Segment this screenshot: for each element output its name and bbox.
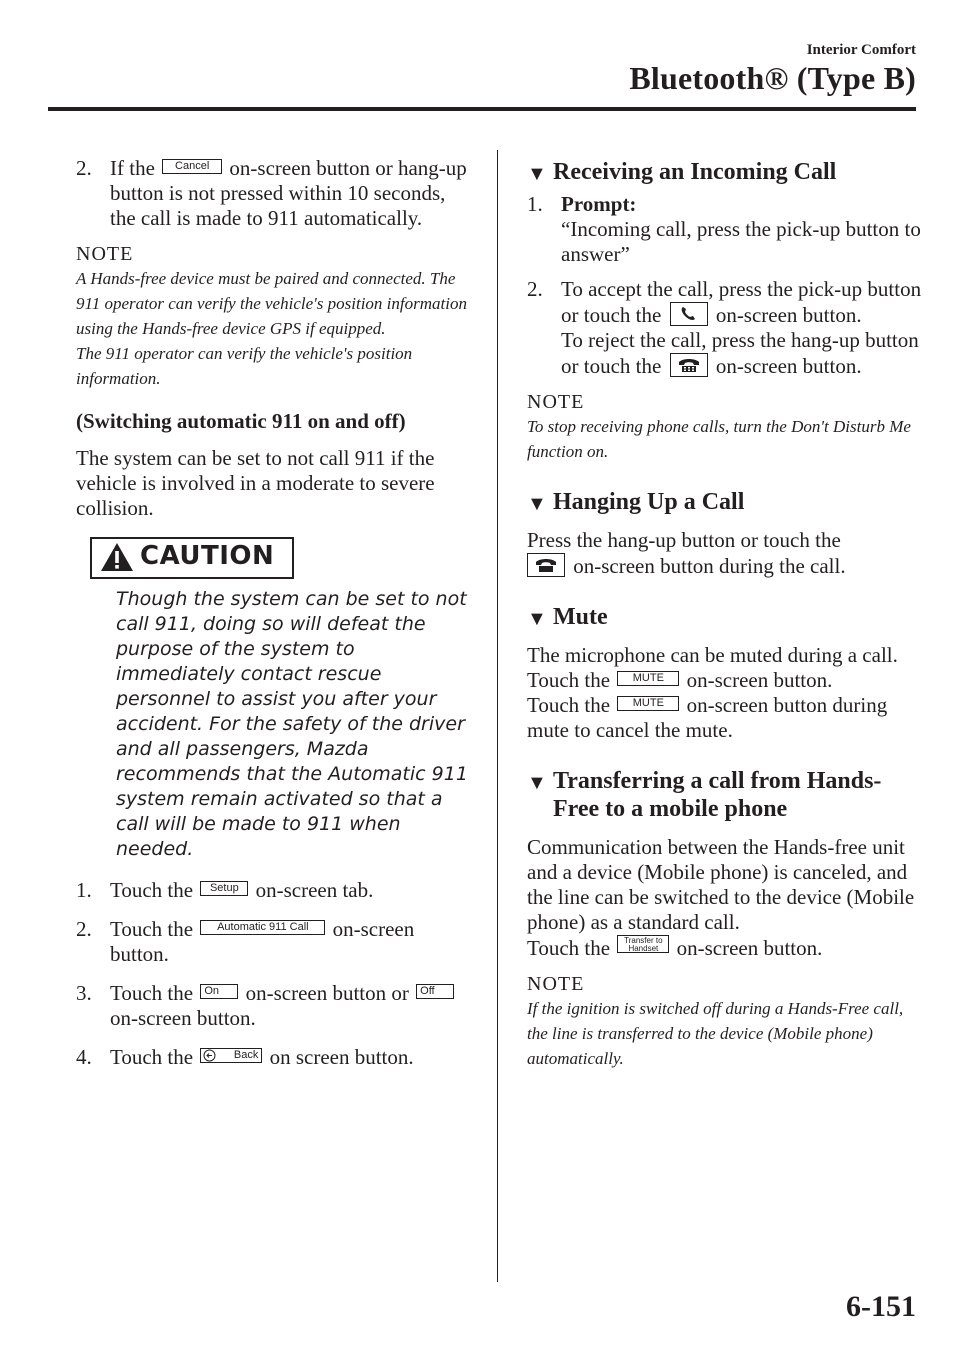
note-heading: NOTE	[527, 973, 585, 995]
section-triangle-icon: ▼	[527, 772, 547, 794]
caution-label: CAUTION	[140, 541, 275, 571]
section-mute: ▼ Mute	[527, 603, 922, 631]
mute-button-icon: MUTE	[617, 696, 679, 711]
note-text: A Hands-free device must be paired and connected. The 911 operator can verify the vehicle's position information using the Hands-free device GPS if equipped.	[76, 269, 467, 338]
column-divider	[497, 150, 498, 1282]
mute-button-icon: MUTE	[617, 671, 679, 686]
note-heading: NOTE	[76, 243, 134, 265]
page-number: 6-151	[846, 1290, 916, 1323]
transfer-to-handset-button-icon: Transfer to Handset	[617, 935, 669, 953]
warning-icon	[100, 542, 134, 572]
receiving-step-1: 1. Prompt: “Incoming call, press the pick-up button to answer”	[527, 192, 921, 266]
section-triangle-icon: ▼	[527, 608, 547, 630]
switch-text: The system can be set to not call 911 if the vehicle is involved in a moderate to severe collision.	[76, 446, 435, 520]
section-triangle-icon: ▼	[527, 493, 547, 515]
receiving-step-2: 2. To accept the call, press the pick-up button or touch the on-screen button. To reject the call, press the hang-up button or touch the on-screen button.	[527, 277, 922, 378]
note-heading: NOTE	[527, 391, 585, 413]
phone-pickup-icon	[671, 303, 707, 325]
section-receiving: ▼ Receiving an Incoming Call	[527, 158, 922, 186]
caution-label-box	[90, 537, 294, 579]
section-triangle-icon: ▼	[527, 163, 547, 185]
section-transfer: ▼ Transferring a call from Hands-Free to a mobile phone	[527, 768, 882, 822]
hang-up-icon	[670, 353, 708, 377]
phone-hangup-icon	[528, 554, 564, 576]
automatic-911-call-button-icon: Automatic 911 Call	[200, 920, 325, 935]
header-title: Bluetooth® (Type B)	[629, 60, 916, 96]
pick-up-icon	[670, 302, 708, 326]
step-3-on-off: 3. Touch the On on-screen button or Off on-screen button.	[76, 981, 476, 1031]
caution-text: Though the system can be set to not call 911, doing so will defeat the purpose of the system to immediately contact rescue personnel to assist you after your accident. For the safety of the driver and all passengers, Mazda recommends that the Automatic 911 system remain activated so that a call will be made to 911 when needed.	[116, 588, 468, 860]
step-2-cancel: 2. If the Cancel on-screen button or hang-up button is not pressed within 10 seconds, the call is made to 911 automatically.	[76, 156, 467, 230]
hang-up-icon	[527, 553, 565, 577]
mute-text: The microphone can be muted during a call. Touch the MUTE on-screen button. Touch the MUTE on-screen button during mute to cancel the mute.	[527, 643, 898, 742]
phone-hangup-icon	[671, 354, 707, 376]
on-button-icon: On	[200, 984, 238, 999]
switch-heading: (Switching automatic 911 on and off)	[76, 409, 406, 433]
note-text: If the ignition is switched off during a Hands-Free call, the line is transferred to the device (Mobile phone) automatically.	[527, 999, 904, 1068]
step-1-setup: 1. Touch the Setup on-screen tab.	[76, 878, 374, 902]
left-column	[76, 150, 476, 1070]
off-button-icon: Off	[416, 984, 454, 999]
step-4-back: 4. Touch the Back on screen button.	[76, 1045, 414, 1069]
right-column	[527, 150, 922, 1071]
back-arrow-icon	[203, 1049, 216, 1062]
note-text: The 911 operator can verify the vehicle's position information.	[76, 344, 413, 388]
note-text: To stop receiving phone calls, turn the Don't Disturb Me function on.	[527, 417, 911, 461]
header-rule	[48, 107, 916, 111]
cancel-button-icon: Cancel	[162, 159, 222, 174]
step-2-automatic-911: 2. Touch the Automatic 911 Call on-screen button.	[76, 917, 415, 966]
back-button-icon: Back	[200, 1048, 262, 1063]
hangup-text: Press the hang-up button or touch the on-screen button during the call.	[527, 528, 846, 578]
transfer-text: Communication between the Hands-free unit and a device (Mobile phone) is canceled, and the line can be switched to the device (Mobile phone) as a standard call. Touch the Transfer to Handset on-screen button.	[527, 835, 915, 960]
setup-tab-icon: Setup	[200, 881, 248, 896]
section-hanging-up: ▼ Hanging Up a Call	[527, 488, 922, 516]
header-section: Interior Comfort	[806, 42, 916, 58]
